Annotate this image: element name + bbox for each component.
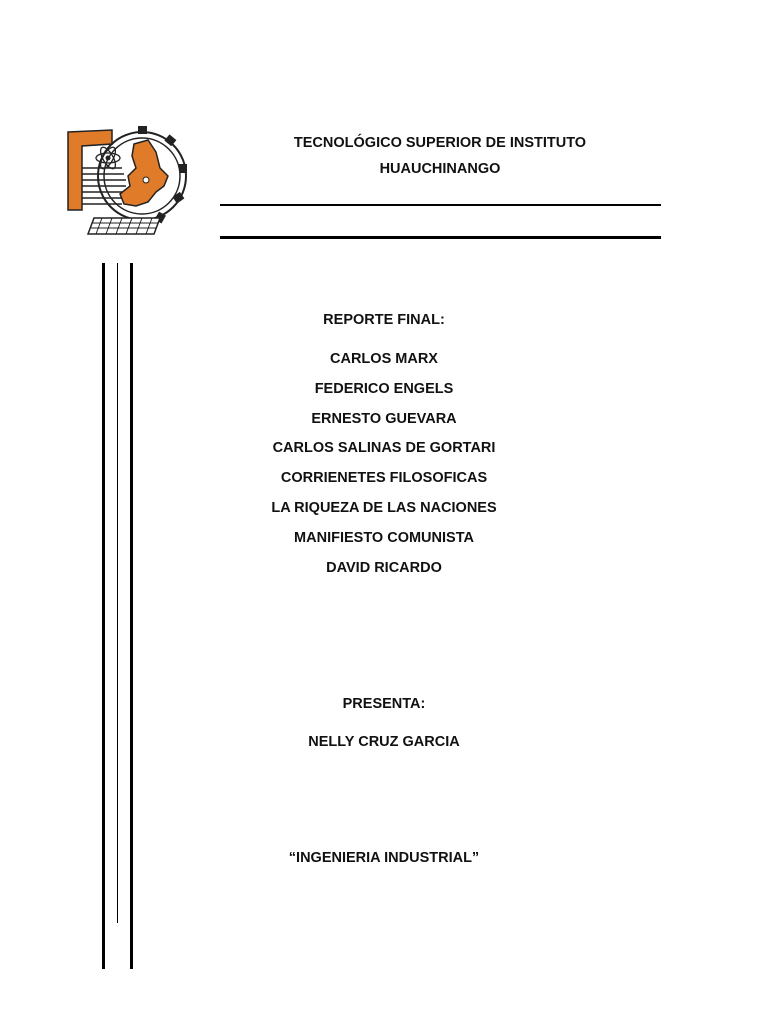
- topic-item: CORRIENETES FILOSOFICAS: [280, 470, 488, 487]
- career-name: “INGENIERIA INDUSTRIAL”: [288, 850, 480, 866]
- institution-logo-icon: [64, 122, 188, 238]
- author-name: NELLY CRUZ GARCIA: [308, 734, 460, 750]
- left-border-line-thin: [117, 263, 118, 923]
- institution-name: [220, 130, 660, 182]
- topic-item: FEDERICO ENGELS: [314, 380, 454, 397]
- header-rule-thin: [220, 204, 661, 206]
- topic-item: DAVID RICARDO: [326, 559, 442, 576]
- topic-list: [200, 347, 568, 585]
- institution-name-line-1: TECNOLÓGICO SUPERIOR DE INSTITUTO: [293, 135, 587, 151]
- header-rule-thick: [220, 236, 661, 239]
- report-label: REPORTE FINAL:: [323, 312, 445, 328]
- left-border-line: [102, 263, 105, 969]
- topic-item: MANIFIESTO COMUNISTA: [294, 529, 474, 546]
- left-border-line-inner: [130, 263, 133, 969]
- topic-item: LA RIQUEZA DE LAS NACIONES: [271, 499, 497, 516]
- institution-name-line-2: HUAUCHINANGO: [379, 161, 501, 177]
- topic-item: CARLOS MARX: [330, 351, 438, 367]
- topic-item: CARLOS SALINAS DE GORTARI: [272, 440, 496, 457]
- topic-item: ERNESTO GUEVARA: [311, 410, 457, 427]
- presenta-label: PRESENTA:: [342, 696, 426, 712]
